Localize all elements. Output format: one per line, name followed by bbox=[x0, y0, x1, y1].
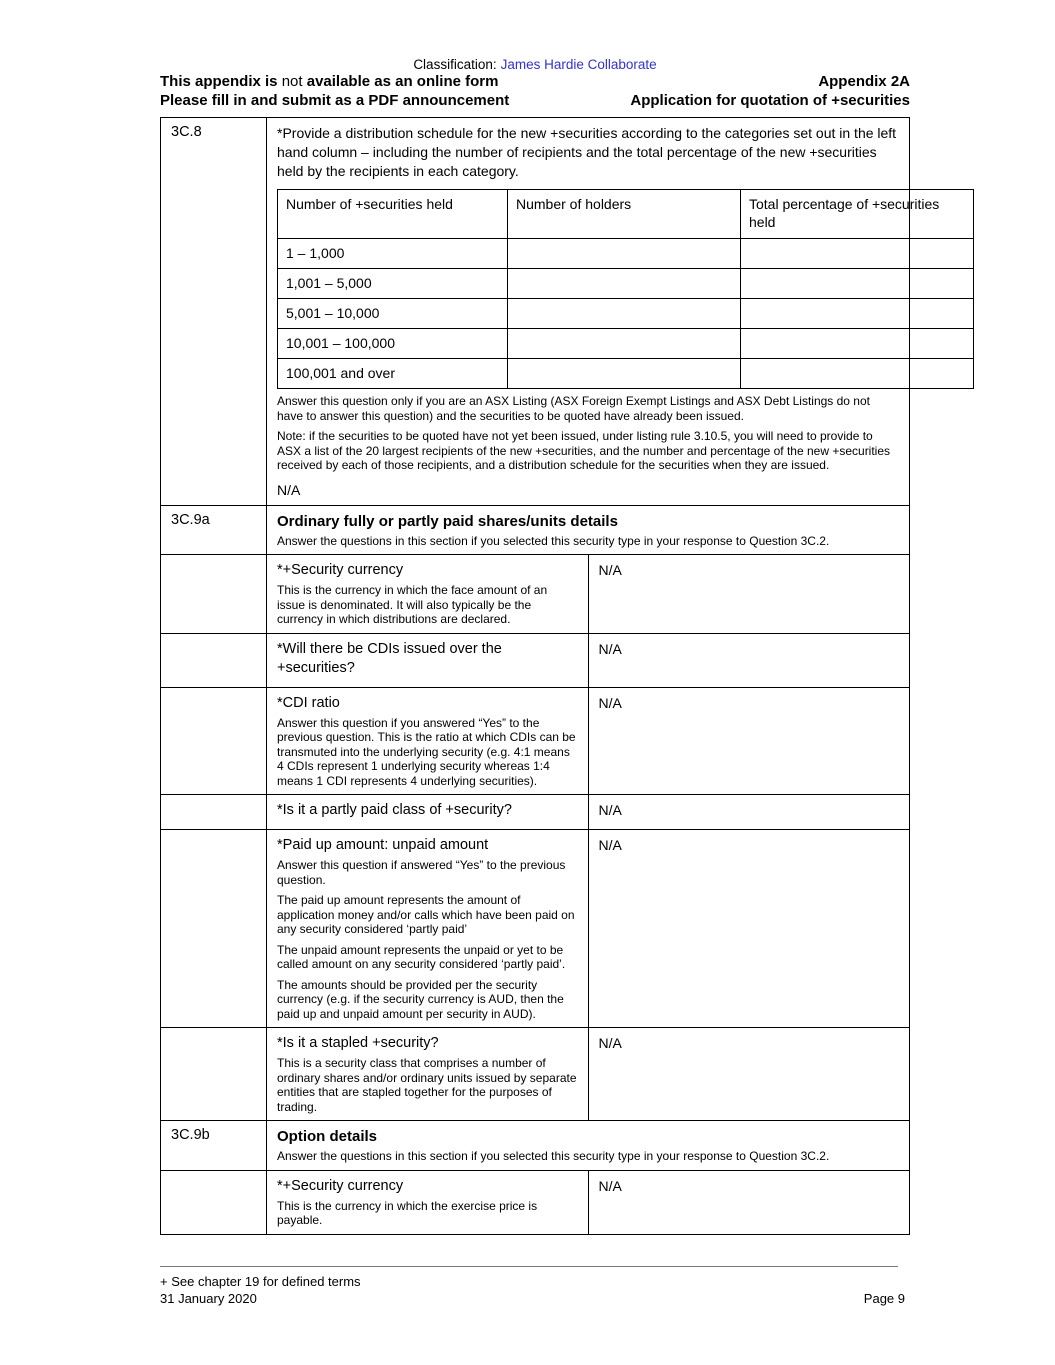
form-title: Application for quotation of +securities bbox=[630, 92, 910, 109]
question-label: *Is it a partly paid class of +security? bbox=[277, 802, 512, 818]
note-text: Answer this question only if you are an ASX Listing (ASX Foreign Exempt Listings and ASX Debt Listings do not have to answer this question) and the securities to be quoted have already been issued. bbox=[277, 394, 870, 423]
header-online-form-notice: This appendix is not available as an online form bbox=[160, 73, 499, 90]
answer-value: N/A bbox=[598, 640, 622, 657]
distribution-header-cell: Total percentage of +securities held bbox=[741, 190, 974, 239]
question-number-cell bbox=[161, 830, 267, 1028]
question-cell bbox=[267, 830, 589, 1028]
question-3c8-intro: *Provide a distribution schedule for the new +securities according to the categories set out in the left hand column – including the number of recipients and the total percentage of the new +securities held by the recipients in each category. bbox=[277, 125, 897, 179]
qa-row bbox=[161, 633, 910, 687]
qa-row bbox=[161, 830, 910, 1028]
answer-cell bbox=[588, 830, 910, 1028]
note-text: Answer this question if answered “Yes” to the previous question. bbox=[277, 858, 566, 887]
question-cell bbox=[267, 633, 589, 687]
footer-date: 31 January 2020 bbox=[160, 1291, 257, 1306]
page-content bbox=[160, 0, 940, 1235]
question-label: *Paid up amount: unpaid amount bbox=[277, 837, 489, 853]
section-title: Ordinary fully or partly paid shares/units details bbox=[277, 512, 618, 530]
distribution-row bbox=[278, 329, 974, 359]
answer-value: N/A bbox=[598, 1035, 622, 1051]
header-row-1 bbox=[160, 72, 910, 91]
qa-row bbox=[161, 1170, 910, 1234]
holders-input-cell[interactable] bbox=[508, 359, 741, 389]
question-number-cell bbox=[161, 1170, 267, 1234]
percentage-input-cell[interactable] bbox=[741, 269, 974, 299]
distribution-row bbox=[278, 239, 974, 269]
answer-value: N/A bbox=[598, 837, 622, 853]
answer-value: N/A bbox=[598, 1177, 622, 1194]
note-text: This is the currency in which the face amount of an issue is denominated. It will also typically be the currency in which distributions are declared. bbox=[277, 583, 548, 626]
question-label: *+Security currency bbox=[277, 562, 404, 578]
header-submit-notice: Please fill in and submit as a PDF announcement bbox=[160, 92, 510, 109]
category-cell: 5,001 – 10,000 bbox=[278, 299, 508, 329]
answer-cell bbox=[588, 795, 910, 830]
question-cell bbox=[267, 687, 589, 795]
question-number-cell: 3C.9b bbox=[161, 1121, 267, 1171]
classification-label: Classification: bbox=[413, 57, 497, 72]
answer-cell bbox=[588, 633, 910, 687]
note-text: Answer this question if you answered “Yes” to the previous question. This is the ratio at which CDIs can be transmuted into the underlying security (e.g. 4:1 means 4 CDIs represent 1 underlying security whereas 1:4 means 1 CDI represents 4 underlying securities). bbox=[277, 715, 576, 788]
header-not-word: not bbox=[281, 73, 303, 90]
note-text: Note: if the securities to be quoted have not yet been issued, under listing rule 3.10.5, you will need to provide to ASX a list of the 20 largest recipients of the new +securities, and the number and percentage of the new +securities received by each of those recipients, and a distribution schedule for the securities when they are issued. bbox=[277, 429, 891, 472]
classification-line bbox=[160, 0, 910, 72]
qa-row bbox=[161, 687, 910, 795]
note-text: This is the currency in which the exercise price is payable. bbox=[277, 1198, 538, 1227]
note-text: The amounts should be provided per the security currency (e.g. if the security currency is AUD, then the paid up and unpaid amount per security in AUD). bbox=[277, 977, 564, 1021]
answer-value: N/A bbox=[598, 802, 622, 818]
percentage-input-cell[interactable] bbox=[741, 329, 974, 359]
section-3c9b-header bbox=[267, 1121, 910, 1171]
question-number-cell: 3C.8 bbox=[161, 118, 267, 506]
header-row-2 bbox=[160, 91, 910, 110]
page-number: Page 9 bbox=[863, 1291, 905, 1306]
percentage-input-cell[interactable] bbox=[741, 359, 974, 389]
percentage-input-cell[interactable] bbox=[741, 299, 974, 329]
question-cell bbox=[267, 1170, 589, 1234]
question-number-cell: 3C.9a bbox=[161, 505, 267, 555]
question-number-cell bbox=[161, 555, 267, 634]
holders-input-cell[interactable] bbox=[508, 299, 741, 329]
question-label: *+Security currency bbox=[277, 1177, 404, 1194]
distribution-header-row bbox=[278, 190, 974, 239]
distribution-row bbox=[278, 359, 974, 389]
answer-value: N/A bbox=[598, 694, 622, 711]
category-cell: 10,001 – 100,000 bbox=[278, 329, 508, 359]
percentage-input-cell[interactable] bbox=[741, 239, 974, 269]
question-label: *CDI ratio bbox=[277, 694, 340, 711]
holders-input-cell[interactable] bbox=[508, 269, 741, 299]
note-text: This is a security class that comprises a number of ordinary shares and/or ordinary units issued by separate entities that are stapled together for the purposes of trading. bbox=[277, 1056, 577, 1114]
answer-cell bbox=[588, 555, 910, 634]
qa-row bbox=[161, 1028, 910, 1121]
question-number-cell bbox=[161, 1028, 267, 1121]
classification-link[interactable]: James Hardie Collaborate bbox=[500, 57, 657, 72]
question-cell bbox=[267, 1028, 589, 1121]
distribution-table bbox=[277, 189, 974, 389]
note-text: The unpaid amount represents the unpaid or yet to be called amount on any security considered ‘partly paid’. bbox=[277, 942, 566, 971]
question-label: *Will there be CDIs issued over the +securities? bbox=[277, 640, 502, 676]
note-text: The paid up amount represents the amount of application money and/or calls which have been paid on any security considered ‘partly paid’ bbox=[277, 893, 575, 936]
answer-value: N/A bbox=[598, 562, 622, 578]
category-cell: 1,001 – 5,000 bbox=[278, 269, 508, 299]
question-number-cell bbox=[161, 633, 267, 687]
section-subtitle: Answer the questions in this section if you selected this security type in your response to Question 3C.2. bbox=[277, 533, 830, 548]
footer-divider bbox=[160, 1266, 898, 1267]
holders-input-cell[interactable] bbox=[508, 329, 741, 359]
answer-value: N/A bbox=[277, 481, 301, 498]
question-cell bbox=[267, 795, 589, 830]
question-label: *Is it a stapled +security? bbox=[277, 1035, 439, 1051]
appendix-title: Appendix 2A bbox=[818, 73, 910, 90]
answer-cell bbox=[588, 1028, 910, 1121]
distribution-header-cell: Number of holders bbox=[508, 190, 741, 239]
distribution-header-cell: Number of +securities held bbox=[278, 190, 508, 239]
distribution-row bbox=[278, 269, 974, 299]
section-subtitle: Answer the questions in this section if you selected this security type in your response to Question 3C.2. bbox=[277, 1149, 830, 1163]
row-3c9a-header bbox=[161, 505, 910, 555]
answer-cell bbox=[588, 1170, 910, 1234]
category-cell: 100,001 and over bbox=[278, 359, 508, 389]
question-3c8-content bbox=[267, 118, 940, 506]
qa-row bbox=[161, 555, 910, 634]
footer-meta-row bbox=[160, 1290, 905, 1307]
section-title: Option details bbox=[277, 1128, 378, 1145]
row-3c9b-header bbox=[161, 1121, 910, 1171]
category-cell: 1 – 1,000 bbox=[278, 239, 508, 269]
answer-cell bbox=[588, 687, 910, 795]
page-footer bbox=[160, 1266, 905, 1307]
row-3c8 bbox=[161, 118, 910, 506]
section-3c9a-header bbox=[267, 505, 910, 555]
question-number-cell bbox=[161, 795, 267, 830]
qa-row bbox=[161, 795, 910, 830]
question-number-cell bbox=[161, 687, 267, 795]
distribution-row bbox=[278, 299, 974, 329]
holders-input-cell[interactable] bbox=[508, 239, 741, 269]
question-cell bbox=[267, 555, 589, 634]
defined-terms-note: + See chapter 19 for defined terms bbox=[160, 1274, 361, 1289]
form-table bbox=[160, 117, 940, 1235]
